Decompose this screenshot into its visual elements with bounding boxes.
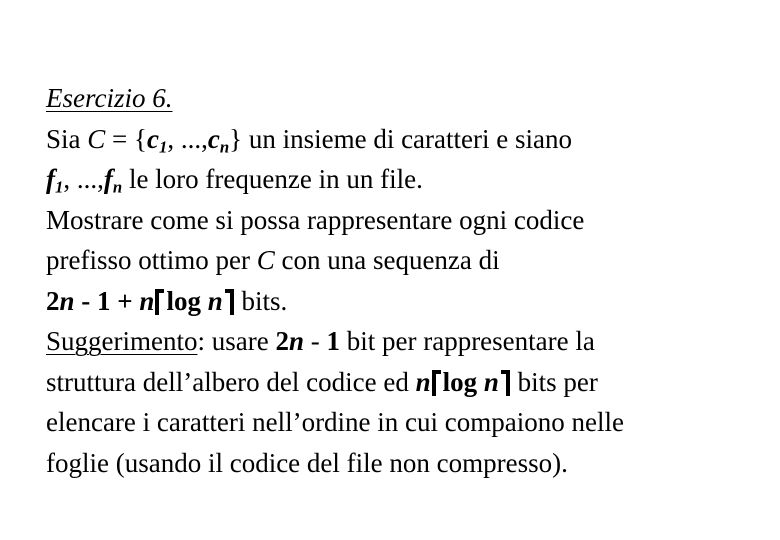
text-segment: , ...,: [63, 164, 104, 194]
hint-label: Suggerimento: [46, 326, 198, 356]
symbol-f: f: [46, 164, 55, 194]
hint-line-1: [46, 321, 766, 362]
text-segment: , ...,: [167, 123, 208, 154]
ceiling-log-n: [154, 281, 234, 322]
subscript-1: 1: [158, 137, 168, 157]
formula-n: n: [415, 366, 431, 397]
text-segment: bits per: [510, 366, 598, 397]
exercise-text-block: [46, 78, 766, 483]
text-segment: prefisso ottimo per: [46, 245, 257, 275]
ceiling-log-n: [431, 362, 511, 403]
formula-minus-one-plus: - 1 +: [74, 285, 140, 316]
formula-n: n: [139, 285, 155, 316]
task-line-2: [46, 240, 766, 281]
formula-bits: bits.: [234, 285, 288, 316]
text-segment: bit per rappresentare la: [339, 326, 595, 356]
text-segment: } un insieme di caratteri e siano: [229, 123, 572, 154]
formula-n: n: [483, 366, 499, 397]
bit-count-formula: [46, 281, 766, 322]
formula-n: n: [207, 285, 223, 316]
text-segment: = {: [105, 123, 147, 154]
set-symbol-C: C: [256, 245, 275, 275]
text-segment: struttura dell’albero del codice ed: [46, 366, 416, 397]
task-line-1: Mostrare come si possa rappresentare ogni codice: [46, 204, 585, 235]
hint-line-2: [46, 362, 766, 403]
formula-two: 2: [46, 285, 60, 316]
exercise-title-line: [46, 78, 766, 119]
definition-line-2: [46, 159, 766, 200]
text-segment: : usare: [197, 326, 276, 356]
formula-n: n: [288, 326, 304, 356]
symbol-c: c: [146, 123, 159, 154]
text-segment: -: [303, 326, 327, 356]
text-segment: le loro frequenze in un file.: [122, 164, 423, 194]
hint-line-4: foglie (usando il codice del file non compresso).: [46, 447, 568, 478]
formula-one: 1: [326, 326, 340, 356]
symbol-c-n: c: [207, 123, 220, 154]
formula-log: log: [442, 366, 484, 397]
symbol-f-n: f: [103, 164, 113, 194]
subscript-n: n: [112, 177, 123, 197]
subscript-1: 1: [55, 177, 64, 197]
hint-line-3: elencare i caratteri nell’ordine in cui compaiono nelle: [46, 407, 624, 437]
formula-n: n: [59, 285, 75, 316]
exercise-title: Esercizio 6.: [46, 83, 173, 113]
subscript-n: n: [219, 137, 230, 157]
definition-line-1: [46, 119, 766, 160]
formula-log: log: [166, 285, 208, 316]
text-segment: Sia: [46, 123, 88, 154]
formula-two: 2: [275, 326, 289, 356]
text-segment: con una sequenza di: [274, 245, 500, 275]
set-symbol-C: C: [87, 123, 106, 154]
